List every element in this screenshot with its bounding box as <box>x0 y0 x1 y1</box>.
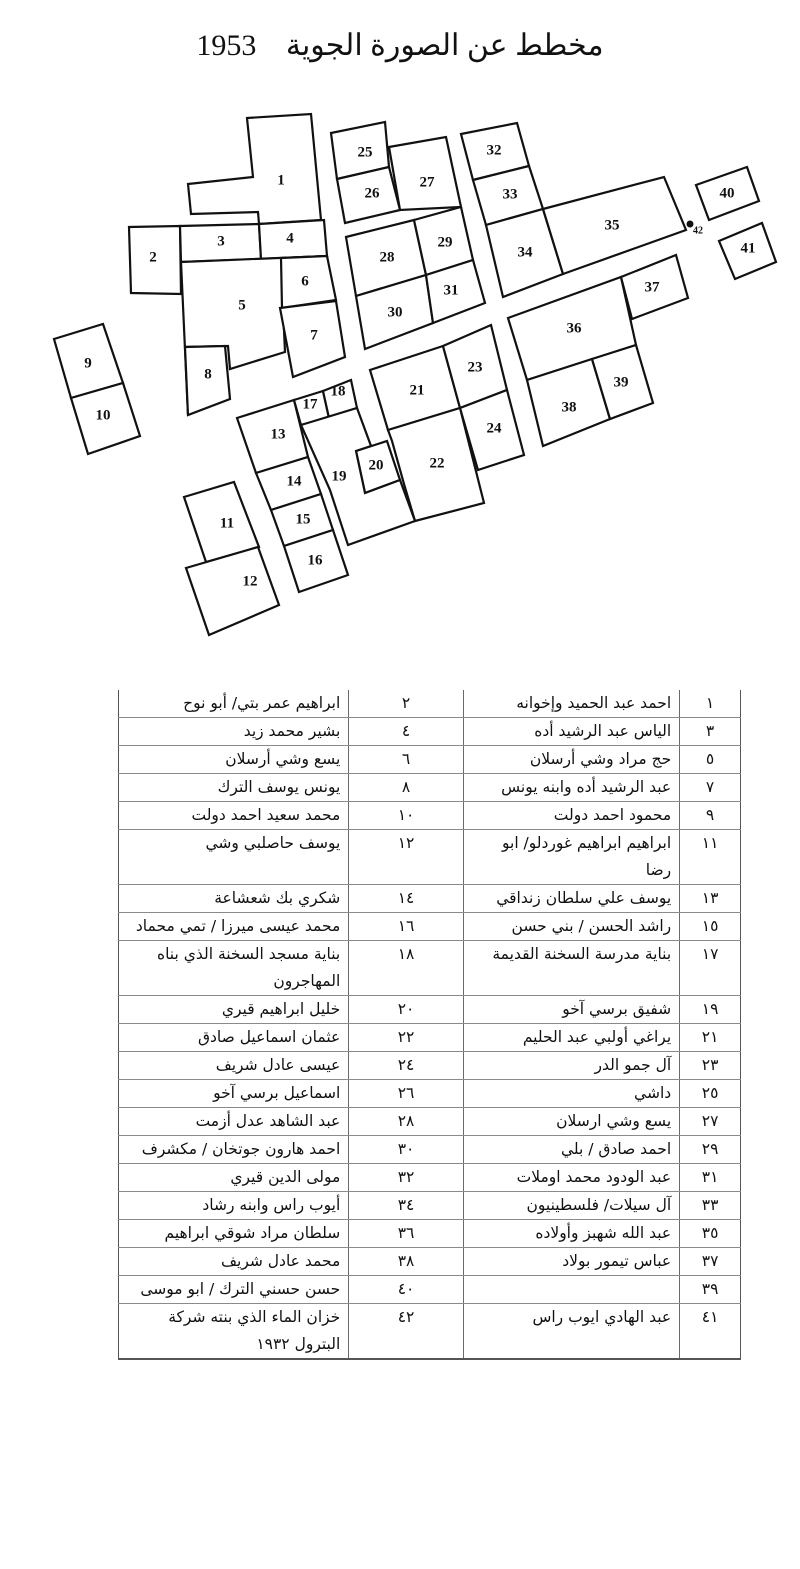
owner-name: اسماعيل برسي آخو <box>119 1080 349 1108</box>
table-row <box>119 1192 741 1220</box>
table-row <box>119 802 741 830</box>
parcel-number: ١٣ <box>680 885 741 913</box>
parcel-number: ٤٢ <box>349 1304 464 1360</box>
parcel-number: ٣٧ <box>680 1248 741 1276</box>
owner-name: يراغي أولبي عبد الحليم <box>463 1024 679 1052</box>
owner-name: احمد صادق / بلي <box>463 1136 679 1164</box>
parcel-number: ٤٠ <box>349 1276 464 1304</box>
parcel-40 <box>696 167 759 220</box>
svg-text:27: 27 <box>419 174 435 191</box>
svg-text:25: 25 <box>357 144 373 161</box>
svg-text:37: 37 <box>644 279 660 296</box>
parcel-number: ١٧ <box>680 941 741 996</box>
owner-name: احمد عبد الحميد وإخوانه <box>463 690 679 718</box>
parcel-number: ١٠ <box>349 802 464 830</box>
owner-name: عباس تيمور بولاد <box>463 1248 679 1276</box>
svg-text:1: 1 <box>277 172 285 189</box>
svg-text:7: 7 <box>310 327 318 344</box>
svg-text:9: 9 <box>84 355 92 372</box>
svg-text:19: 19 <box>331 468 347 485</box>
table-row <box>119 913 741 941</box>
svg-text:38: 38 <box>561 399 577 416</box>
owner-name: ابراهيم عمر بتي/ أبو نوح <box>119 690 349 718</box>
svg-text:20: 20 <box>368 457 384 474</box>
parcel-number: ٩ <box>680 802 741 830</box>
svg-text:42: 42 <box>693 225 703 237</box>
svg-text:6: 6 <box>301 273 309 290</box>
parcel-2 <box>129 226 181 294</box>
parcel-number: ١٤ <box>349 885 464 913</box>
table-row <box>119 1108 741 1136</box>
owner-name: حج مراد وشي أرسلان <box>463 746 679 774</box>
owner-name: شفيق برسي آخو <box>463 996 679 1024</box>
parcel-number: ٣٦ <box>349 1220 464 1248</box>
owner-name: احمد هارون جوتخان / مكشرف <box>119 1136 349 1164</box>
svg-text:10: 10 <box>95 407 111 424</box>
parcel-number: ٢٦ <box>349 1080 464 1108</box>
owner-name: يسع وشي أرسلان <box>119 746 349 774</box>
parcel-number: ٣١ <box>680 1164 741 1192</box>
svg-text:21: 21 <box>409 382 425 399</box>
owner-name: يوسف حاصلبي وشي <box>119 830 349 885</box>
parcel-number: ١١ <box>680 830 741 885</box>
owner-name: خزان الماء الذي بنته شركة البترول ١٩٣٢ <box>119 1304 349 1360</box>
parcel-number: ٤١ <box>680 1304 741 1360</box>
owner-name: بناية مسجد السخنة الذي بناه المهاجرون <box>119 941 349 996</box>
table-row <box>119 996 741 1024</box>
parcel-number: ٣٠ <box>349 1136 464 1164</box>
owner-name: أيوب راس وابنه رشاد <box>119 1192 349 1220</box>
table-row <box>119 1220 741 1248</box>
svg-text:29: 29 <box>437 234 453 251</box>
parcel-number: ٢٩ <box>680 1136 741 1164</box>
table-row <box>119 1304 741 1360</box>
owner-name: يوسف علي سلطان زنداقي <box>463 885 679 913</box>
owner-name: شكري بك شعشاعة <box>119 885 349 913</box>
svg-text:8: 8 <box>204 366 212 383</box>
owner-name: عثمان اسماعيل صادق <box>119 1024 349 1052</box>
owners-table <box>118 690 741 1360</box>
parcel-27 <box>389 137 461 210</box>
parcel-number: ٣٥ <box>680 1220 741 1248</box>
parcel-number: ١ <box>680 690 741 718</box>
table-row <box>119 1248 741 1276</box>
parcel-41 <box>719 223 776 279</box>
svg-text:28: 28 <box>379 249 395 266</box>
owner-name: بناية مدرسة السخنة القديمة <box>463 941 679 996</box>
svg-text:23: 23 <box>467 359 483 376</box>
table-row <box>119 1276 741 1304</box>
svg-text:11: 11 <box>219 515 235 532</box>
parcel-number: ١٢ <box>349 830 464 885</box>
parcel-number: ٢٧ <box>680 1108 741 1136</box>
page-title <box>0 28 800 63</box>
svg-text:17: 17 <box>302 396 318 413</box>
owner-name: آل جمو الدر <box>463 1052 679 1080</box>
owner-name: يسع وشي ارسلان <box>463 1108 679 1136</box>
owner-name: عبد الله شهبز وأولاده <box>463 1220 679 1248</box>
parcel-number: ١٦ <box>349 913 464 941</box>
parcel-7 <box>280 301 345 377</box>
owner-name: راشد الحسن / بني حسن <box>463 913 679 941</box>
parcel-map <box>0 95 800 645</box>
table-row <box>119 1024 741 1052</box>
owner-name: خليل ابراهيم قيري <box>119 996 349 1024</box>
svg-text:18: 18 <box>330 383 346 400</box>
parcel-number: ١٨ <box>349 941 464 996</box>
svg-text:32: 32 <box>486 142 502 159</box>
parcel-number: ١٩ <box>680 996 741 1024</box>
parcel-number: ٥ <box>680 746 741 774</box>
table-row <box>119 1080 741 1108</box>
table-row <box>119 885 741 913</box>
svg-text:35: 35 <box>604 217 620 234</box>
parcel-42-marker <box>687 221 704 237</box>
parcel-number: ٢٨ <box>349 1108 464 1136</box>
parcel-number: ١٥ <box>680 913 741 941</box>
owner-name: محمد سعيد احمد دولت <box>119 802 349 830</box>
owner-name: مولى الدين قيري <box>119 1164 349 1192</box>
parcel-number: ٣٤ <box>349 1192 464 1220</box>
owner-name: عبد الهادي ايوب راس <box>463 1304 679 1360</box>
svg-text:12: 12 <box>242 573 258 590</box>
parcel-3 <box>180 224 261 262</box>
owner-name: ابراهيم ابراهيم غوردلو/ ابو رضا <box>463 830 679 885</box>
parcel-37 <box>621 255 688 319</box>
parcel-number: ٨ <box>349 774 464 802</box>
parcel-number: ٢٠ <box>349 996 464 1024</box>
table-row <box>119 774 741 802</box>
parcel-number: ٤ <box>349 718 464 746</box>
owner-name: محمد عيسى ميرزا / تمي محماد <box>119 913 349 941</box>
parcel-12 <box>186 547 279 635</box>
svg-text:33: 33 <box>502 186 518 203</box>
owner-name: محمود احمد دولت <box>463 802 679 830</box>
svg-text:5: 5 <box>238 297 246 314</box>
parcel-number: ٣٢ <box>349 1164 464 1192</box>
owner-name: حسن حسني الترك / ابو موسى <box>119 1276 349 1304</box>
parcel-number: ٢٢ <box>349 1024 464 1052</box>
svg-text:40: 40 <box>719 185 735 202</box>
svg-text:24: 24 <box>486 420 502 437</box>
svg-text:15: 15 <box>295 511 311 528</box>
svg-text:3: 3 <box>217 233 225 250</box>
parcel-6 <box>281 256 336 308</box>
parcel-4 <box>259 220 327 259</box>
parcel-1 <box>188 114 321 224</box>
svg-text:31: 31 <box>443 282 459 299</box>
title-text: مخطط عن الصورة الجوية <box>285 29 604 62</box>
svg-text:34: 34 <box>517 244 533 261</box>
owner-name: يونس يوسف الترك <box>119 774 349 802</box>
table-row <box>119 1164 741 1192</box>
table-row <box>119 746 741 774</box>
table-row <box>119 690 741 718</box>
owner-name: عبد الشاهد عدل أزمت <box>119 1108 349 1136</box>
owner-name: عبد الرشيد أده وابنه يونس <box>463 774 679 802</box>
owner-name: الياس عبد الرشيد أده <box>463 718 679 746</box>
svg-text:22: 22 <box>429 455 445 472</box>
parcel-number: ٢١ <box>680 1024 741 1052</box>
svg-text:16: 16 <box>307 552 323 569</box>
owner-name: سلطان مراد شوقي ابراهيم <box>119 1220 349 1248</box>
owner-name: آل سيلات/ فلسطينيون <box>463 1192 679 1220</box>
svg-text:4: 4 <box>286 230 294 247</box>
owner-name: عبد الودود محمد اوملات <box>463 1164 679 1192</box>
svg-text:30: 30 <box>387 304 403 321</box>
svg-text:2: 2 <box>149 249 157 266</box>
parcel-number: ٣ <box>680 718 741 746</box>
parcel-number: ٧ <box>680 774 741 802</box>
svg-text:41: 41 <box>740 240 756 257</box>
parcel-number: ٦ <box>349 746 464 774</box>
parcel-number: ٣٩ <box>680 1276 741 1304</box>
parcel-number: ٢٣ <box>680 1052 741 1080</box>
table-row <box>119 1136 741 1164</box>
owner-name: بشير محمد زيد <box>119 718 349 746</box>
title-year: 1953 <box>196 29 257 62</box>
table-row <box>119 830 741 885</box>
parcel-number: ٢٤ <box>349 1052 464 1080</box>
parcel-number: ٣٨ <box>349 1248 464 1276</box>
owner-name: داشي <box>463 1080 679 1108</box>
owner-name: محمد عادل شريف <box>119 1248 349 1276</box>
svg-text:36: 36 <box>566 320 582 337</box>
table-row <box>119 718 741 746</box>
svg-text:14: 14 <box>286 473 302 490</box>
owner-name: عيسى عادل شريف <box>119 1052 349 1080</box>
svg-text:39: 39 <box>613 374 629 391</box>
table-row <box>119 1052 741 1080</box>
parcel-number: ٣٣ <box>680 1192 741 1220</box>
owner-name <box>463 1276 679 1304</box>
parcel-number: ٢٥ <box>680 1080 741 1108</box>
svg-text:13: 13 <box>270 426 286 443</box>
parcel-number: ٢ <box>349 690 464 718</box>
svg-text:26: 26 <box>364 185 380 202</box>
table-row <box>119 941 741 996</box>
parcel-8 <box>185 346 230 415</box>
